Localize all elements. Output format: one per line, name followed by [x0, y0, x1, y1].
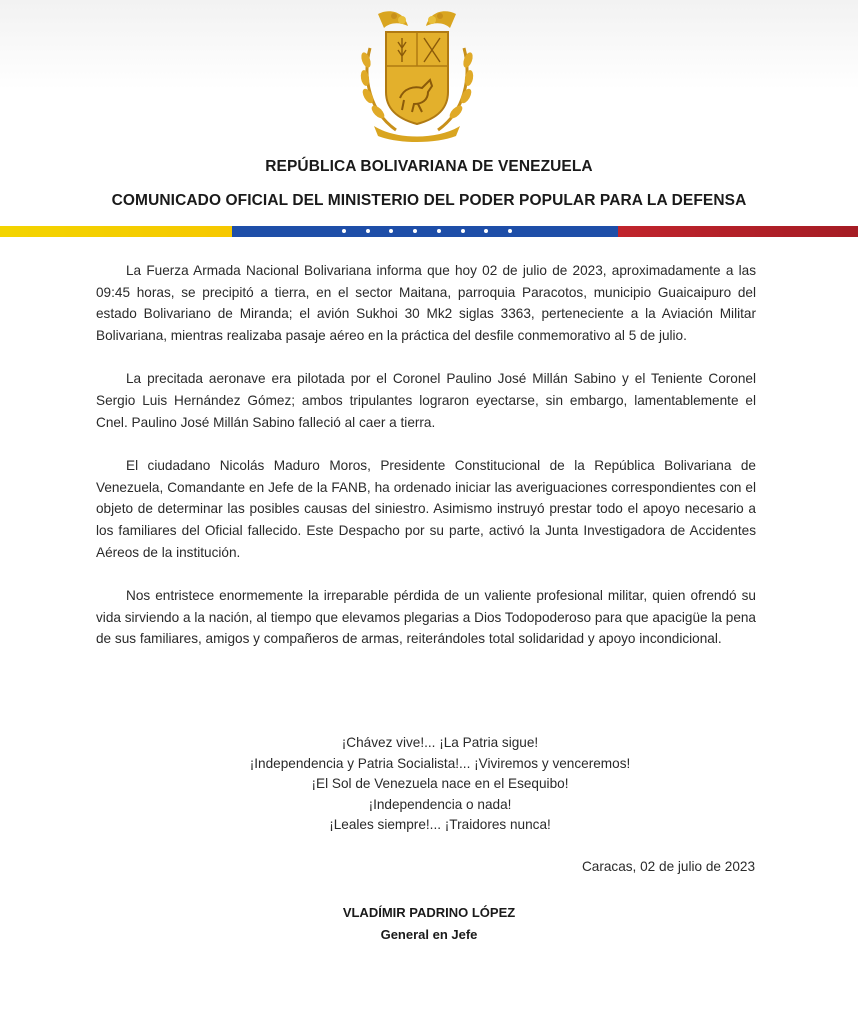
- star-icon: [437, 229, 441, 233]
- star-icon: [484, 229, 488, 233]
- communique-title: COMUNICADO OFICIAL DEL MINISTERIO DEL PODER POPULAR PARA LA DEFENSA: [111, 192, 747, 209]
- star-icon: [342, 229, 346, 233]
- star-icon: [389, 229, 393, 233]
- flag-color-band: [0, 226, 858, 237]
- slogan-line: ¡Chávez vive!... ¡La Patria sigue!: [341, 735, 539, 750]
- flag-red-stripe: [618, 226, 858, 237]
- star-icon: [461, 229, 465, 233]
- slogans-block: [0, 733, 858, 836]
- flag-stars: [342, 229, 512, 234]
- paragraph: La Fuerza Armada Nacional Bolivariana informa que hoy 02 de julio de 2023, aproximadamente a las 09:45 horas, se precipitó a tierra, en el sector Maitana, parroquia Paracotos, municipio Guaicaipuro del estado Bolivariano de Miranda; el avión Sukhoi 30 Mk2 siglas 3363, perteneciente a la Aviación Militar Bolivariana, mientras realizaba pasaje aéreo en la práctica del desfile conmemorativo al 5 de julio.: [96, 263, 756, 343]
- flag-yellow-stripe: [0, 226, 232, 237]
- communique-body: [96, 260, 756, 672]
- paragraph: El ciudadano Nicolás Maduro Moros, Presidente Constitucional de la República Bolivariana de Venezuela, Comandante en Jefe de la FANB, ha ordenado iniciar las averiguaciones correspondientes con el objeto de determinar las posibles causas del siniestro. Asimismo instruyó prestar todo el apoyo necesario a los familiares del Oficial fallecido. Este Despacho por su parte, activó la Junta Investigadora de Accidentes Aéreos de la institución.: [96, 458, 756, 560]
- slogan-line: ¡Independencia y Patria Socialista!... ¡Viviremos y venceremos!: [249, 755, 631, 771]
- signatory-name: VLADÍMIR PADRINO LÓPEZ: [342, 905, 516, 920]
- star-icon: [508, 229, 512, 233]
- signatory-rank: General en Jefe: [380, 927, 478, 942]
- star-icon: [413, 229, 417, 233]
- date-line: Caracas, 02 de julio de 2023: [581, 859, 755, 874]
- slogan-line: ¡El Sol de Venezuela nace en el Esequibo!: [311, 776, 569, 792]
- country-heading: REPÚBLICA BOLIVARIANA DE VENEZUELA: [265, 158, 593, 175]
- paragraph: Nos entristece enormemente la irreparable pérdida de un valiente profesional militar, quien ofrendó su vida sirviendo a la nación, al tiempo que elevamos plegarias a Dios Todopoderoso para que apacigüe la pena de sus familiares, amigos y compañeros de armas, reiterándoles total solidaridad y apoyo incondicional.: [96, 588, 756, 647]
- star-icon: [366, 229, 370, 233]
- coat-of-arms-icon: [356, 8, 478, 144]
- flag-blue-stripe: [232, 226, 618, 237]
- slogan-line: ¡Independencia o nada!: [368, 796, 512, 812]
- paragraph: La precitada aeronave era pilotada por el Coronel Paulino José Millán Sabino y el Teniente Coronel Sergio Luis Hernández Gómez; ambos tripulantes lograron eyectarse, sin embargo, lamentablemente el Cnel. Paulino José Millán Sabino falleció al caer a tierra.: [96, 371, 756, 430]
- slogan-line: ¡Leales siempre!... ¡Traidores nunca!: [329, 817, 551, 833]
